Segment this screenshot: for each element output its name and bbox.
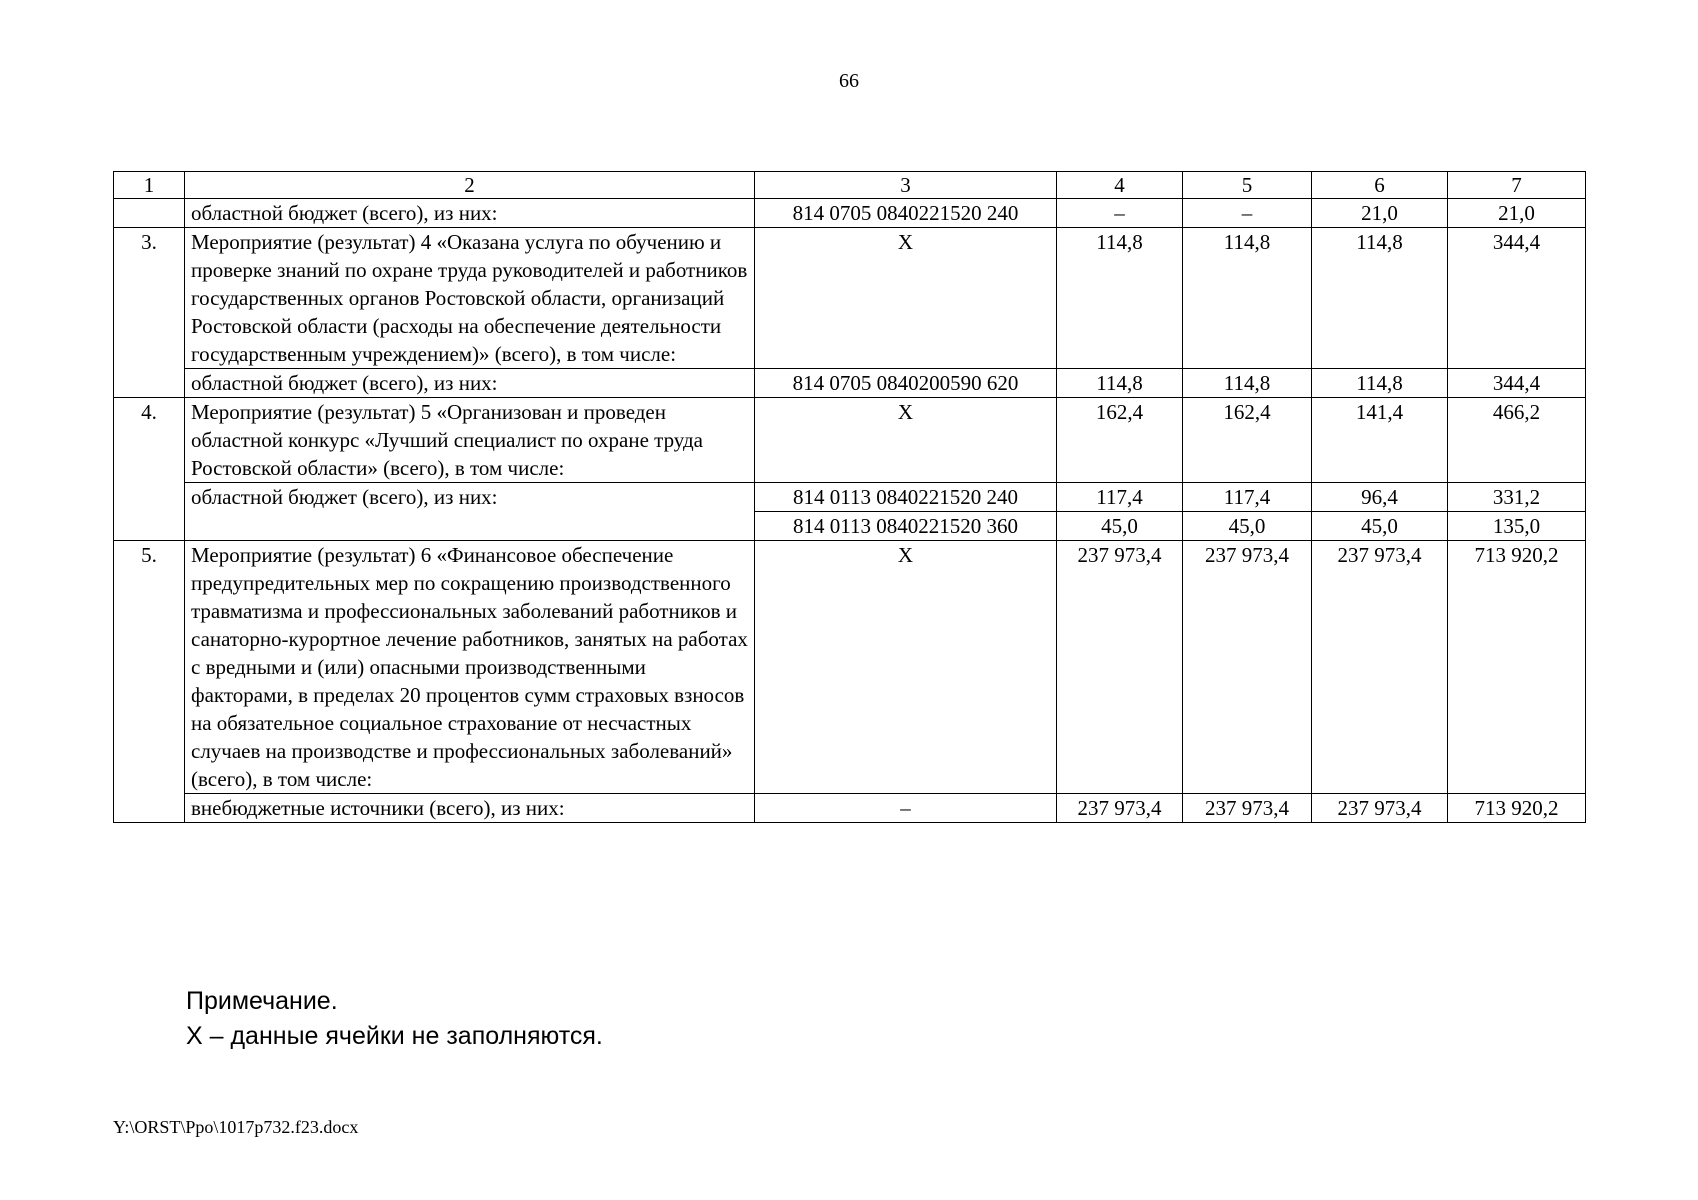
value-col4: – [1057, 199, 1183, 228]
header-cell: 3 [755, 172, 1057, 199]
row-number: 4. [114, 398, 185, 541]
row-description: областной бюджет (всего), из них: [185, 483, 755, 541]
row-description: Мероприятие (результат) 5 «Организован и проведен областной конкурс «Лучший специалист по охране труда Ростовской области» (всего), в том числе: [185, 398, 755, 483]
header-cell: 2 [185, 172, 755, 199]
page-number: 66 [839, 70, 859, 92]
value-col5: 45,0 [1183, 512, 1312, 541]
value-col6: 21,0 [1312, 199, 1448, 228]
header-cell: 5 [1183, 172, 1312, 199]
budget-table [113, 171, 1586, 823]
value-col5: 114,8 [1183, 369, 1312, 398]
value-col7: 331,2 [1448, 483, 1586, 512]
table-row [114, 398, 1586, 483]
value-col4: 237 973,4 [1057, 794, 1183, 823]
value-col4: 117,4 [1057, 483, 1183, 512]
table-row [114, 369, 1586, 398]
value-col7: 135,0 [1448, 512, 1586, 541]
value-col6: 114,8 [1312, 228, 1448, 369]
row-number: 3. [114, 228, 185, 398]
value-col7: 21,0 [1448, 199, 1586, 228]
footnote [186, 984, 603, 1054]
budget-code: 814 0113 0840221520 240 [755, 483, 1057, 512]
value-col5: 117,4 [1183, 483, 1312, 512]
value-col4: 45,0 [1057, 512, 1183, 541]
row-description: Мероприятие (результат) 4 «Оказана услуга по обучению и проверке знаний по охране труда руководителей и работников государственных органов Ростовской области, организаций Ростовской области (расходы на обеспечение деятельности государственным учреждением)» (всего), в том числе: [185, 228, 755, 369]
value-col6: 237 973,4 [1312, 794, 1448, 823]
value-col6: 141,4 [1312, 398, 1448, 483]
budget-code: Х [755, 398, 1057, 483]
header-cell: 6 [1312, 172, 1448, 199]
row-number: 5. [114, 541, 185, 823]
file-path: Y:\ORST\Ppo\1017p732.f23.docx [113, 1117, 359, 1137]
value-col6: 96,4 [1312, 483, 1448, 512]
row-number [114, 199, 185, 228]
row-description: областной бюджет (всего), из них: [185, 369, 755, 398]
value-col6: 45,0 [1312, 512, 1448, 541]
row-description: Мероприятие (результат) 6 «Финансовое обеспечение предупредительных мер по сокращению производственного травматизма и профессиональных заболеваний работников и санаторно-курортное лечение работников, занятых на работах с вредными и (или) опасными производственными факторами, в пределах 20 процентов сумм страховых взносов на обязательное социальное страхование от несчастных случаев на производстве и профессиональных заболеваний» (всего), в том числе: [185, 541, 755, 794]
value-col5: 162,4 [1183, 398, 1312, 483]
table-row [114, 794, 1586, 823]
value-col4: 114,8 [1057, 228, 1183, 369]
budget-code: Х [755, 541, 1057, 794]
header-cell: 4 [1057, 172, 1183, 199]
value-col7: 713 920,2 [1448, 541, 1586, 794]
value-col5: 114,8 [1183, 228, 1312, 369]
footnote-title: Примечание. [186, 987, 338, 1015]
table-row [114, 199, 1586, 228]
value-col7: 466,2 [1448, 398, 1586, 483]
value-col5: 237 973,4 [1183, 541, 1312, 794]
budget-code: 814 0113 0840221520 360 [755, 512, 1057, 541]
value-col6: 237 973,4 [1312, 541, 1448, 794]
value-col5: 237 973,4 [1183, 794, 1312, 823]
table-row [114, 541, 1586, 794]
table-header-row [114, 172, 1586, 199]
row-description: внебюджетные источники (всего), из них: [185, 794, 755, 823]
table-row [114, 483, 1586, 512]
header-cell: 1 [114, 172, 185, 199]
value-col7: 344,4 [1448, 369, 1586, 398]
budget-code: 814 0705 0840200590 620 [755, 369, 1057, 398]
value-col4: 114,8 [1057, 369, 1183, 398]
budget-code: 814 0705 0840221520 240 [755, 199, 1057, 228]
budget-code: – [755, 794, 1057, 823]
table-row [114, 228, 1586, 369]
value-col6: 114,8 [1312, 369, 1448, 398]
value-col4: 237 973,4 [1057, 541, 1183, 794]
footnote-text: Х – данные ячейки не заполняются. [186, 1022, 603, 1050]
header-cell: 7 [1448, 172, 1586, 199]
budget-code: Х [755, 228, 1057, 369]
row-description: областной бюджет (всего), из них: [185, 199, 755, 228]
value-col7: 713 920,2 [1448, 794, 1586, 823]
value-col7: 344,4 [1448, 228, 1586, 369]
value-col5: – [1183, 199, 1312, 228]
value-col4: 162,4 [1057, 398, 1183, 483]
